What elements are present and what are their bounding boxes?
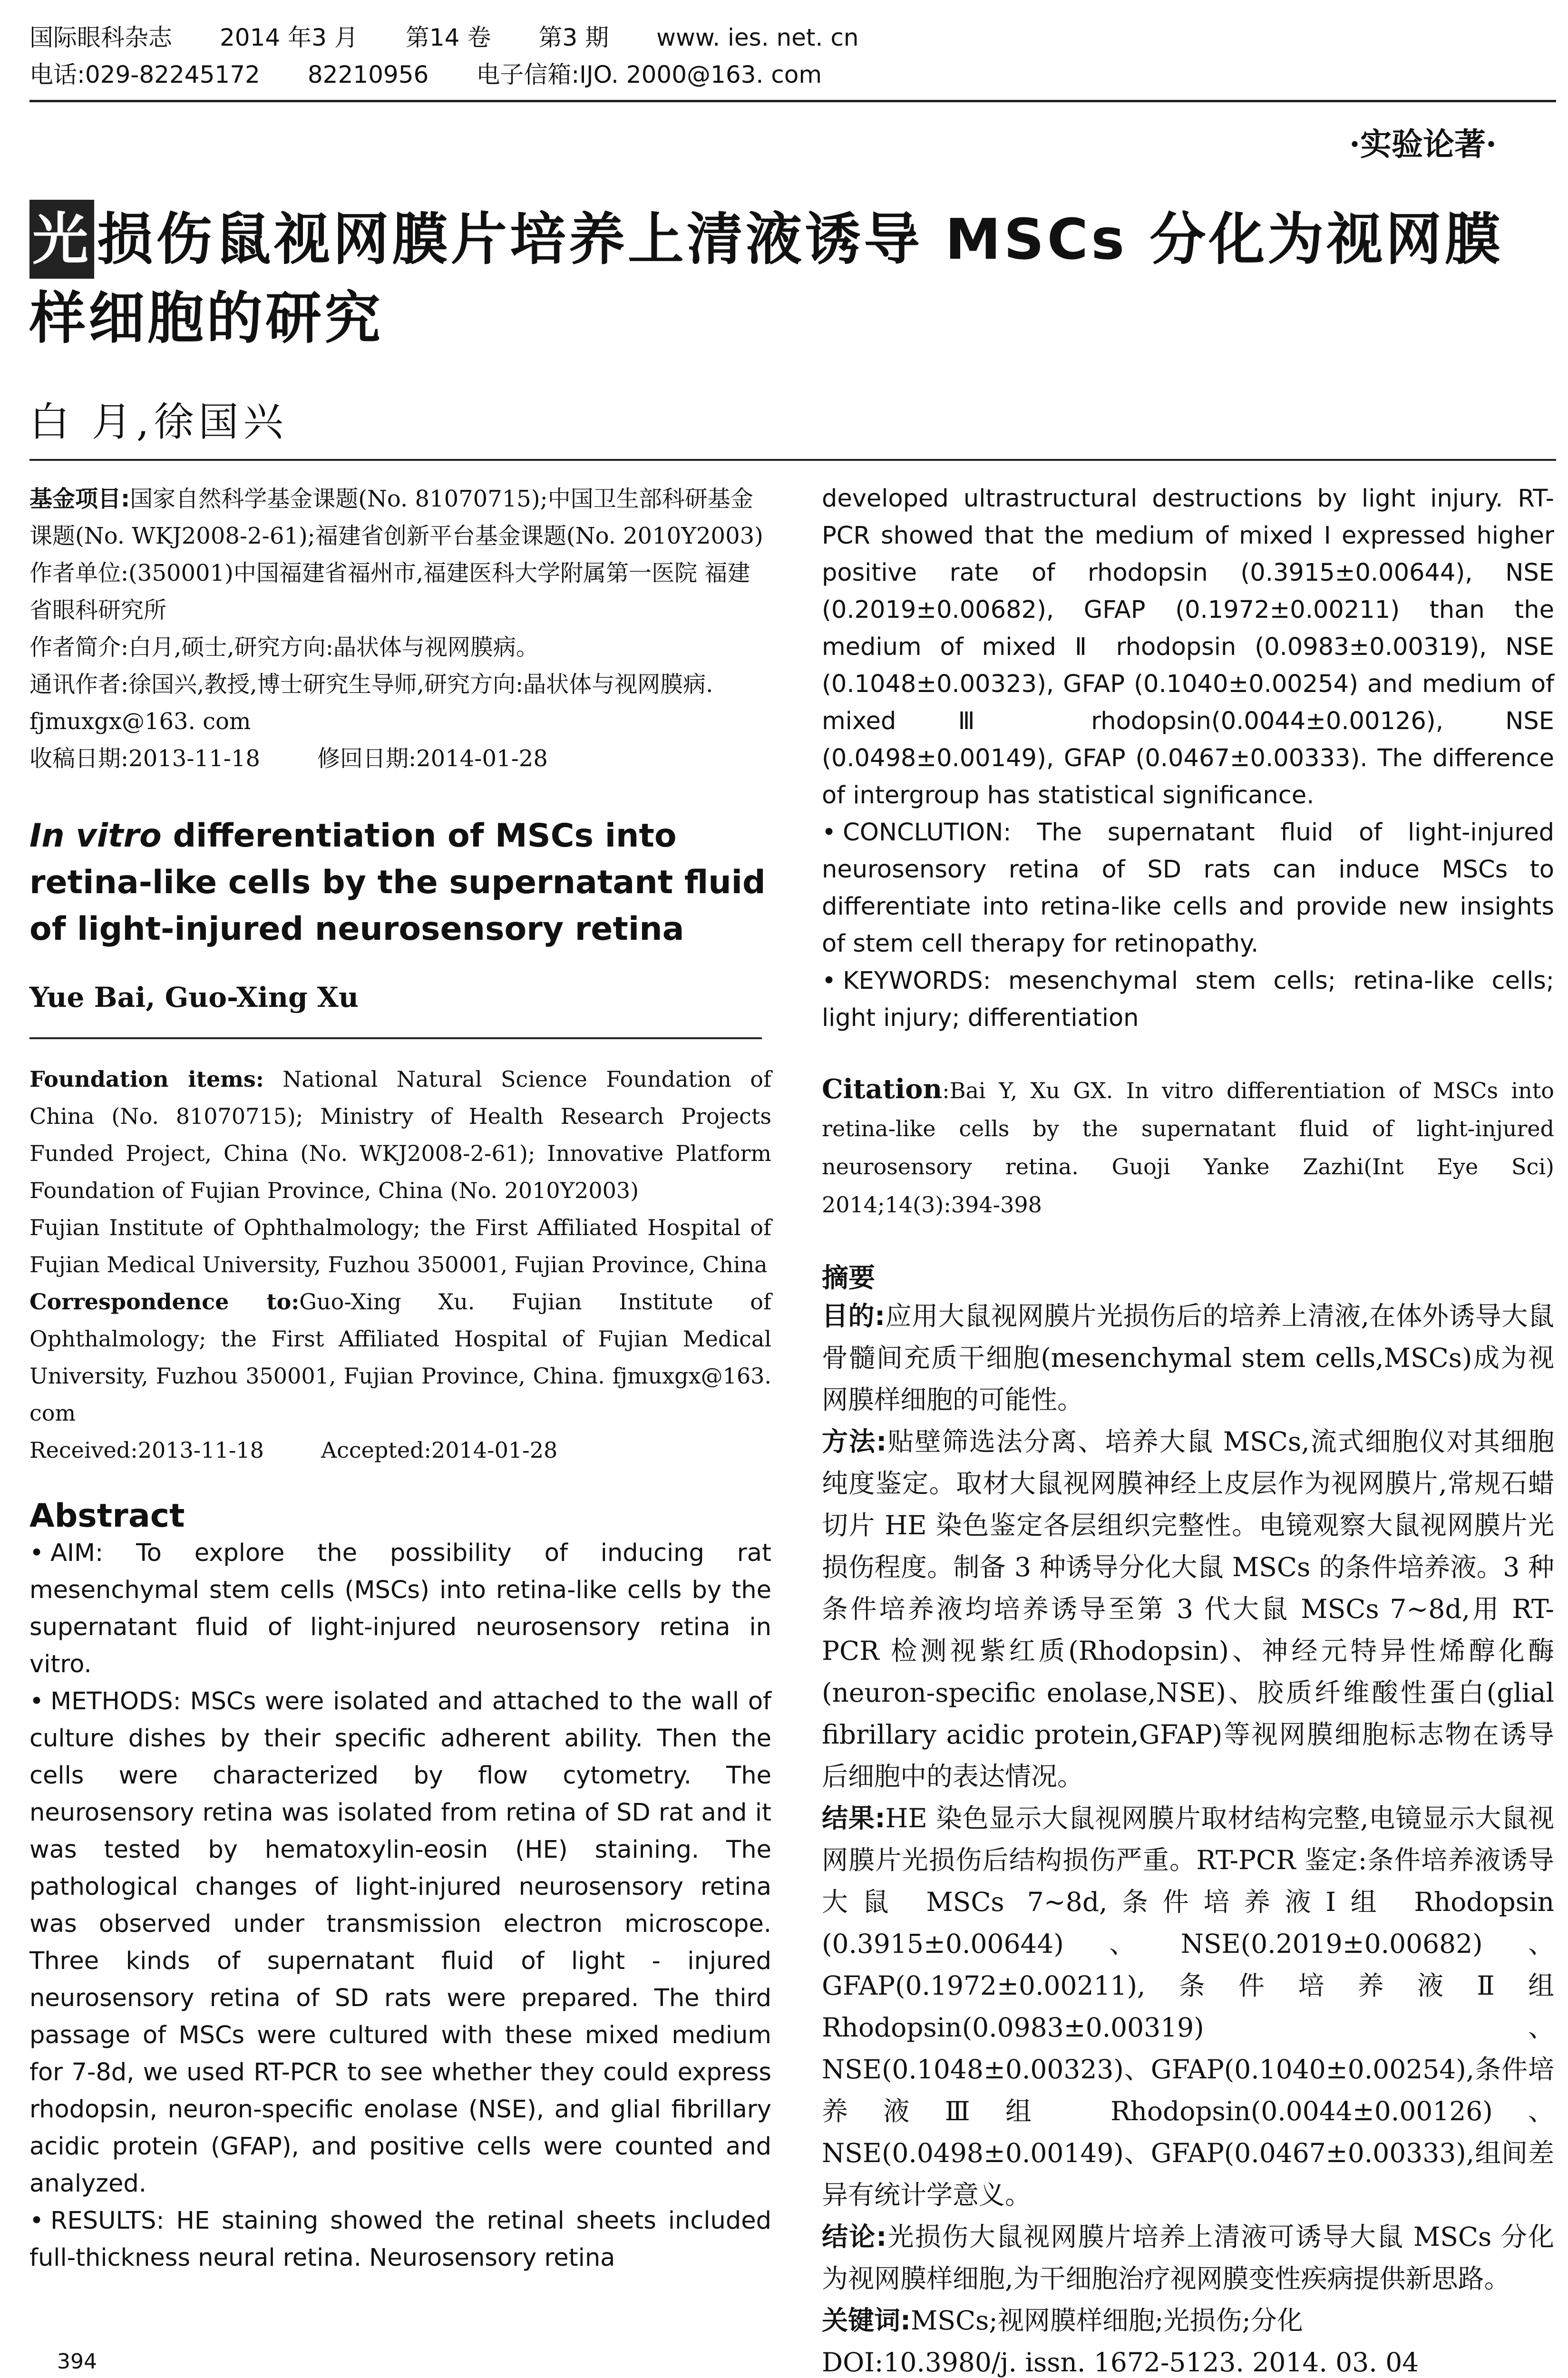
funding-text: 国家自然科学基金课题(No. 81070715);中国卫生部科研基金课题(No. WKJ2008-2-61);福建省创新平台基金课题(No. 2010Y2003) (29, 486, 763, 549)
right-column (822, 480, 1554, 2378)
main-divider (29, 459, 1556, 461)
aim-text: AIM: To explore the possibility of inducing rat mesenchymal stem cells (MSCs) into retina-like cells by the supernatant fluid of light-injured neurosensory retina in vitro. (29, 1539, 771, 1678)
revised-date: 修回日期:2014-01-28 (317, 745, 548, 772)
english-title-italic: In vitro (29, 817, 162, 855)
issue: 第3 期 (538, 24, 609, 51)
cn-keywords (822, 2300, 1554, 2341)
cn-methods (822, 1421, 1554, 1797)
phone: 电话:029-82245172 (29, 61, 260, 88)
unit-line: 作者单位:(350001)中国福建省福州市,福建医科大学附属第一医院 福建省眼科研究所 (29, 560, 750, 624)
abstract-heading: Abstract (29, 1497, 185, 1535)
chinese-abstract-body (822, 1295, 1554, 2378)
abstract-conclusion (822, 814, 1554, 963)
bullet-icon: • (822, 819, 837, 847)
accepted-en: Accepted:2014-01-28 (321, 1437, 558, 1463)
cn-methods-text: 贴壁筛选法分离、培养大鼠 MSCs,流式细胞仪对其细胞纯度鉴定。取材大鼠视网膜神经上皮层作为视网膜片,常规石蜡切片 HE 染色鉴定各层组织完整性。电镜观察大鼠视网膜片光损伤程度。制备 3 种诱导分化大鼠 MSCs 的条件培养液。3 种条件培养液均培养诱导至第 3 代大鼠 MSCs 7~8d,用 RT-PCR 检测视紫红质(Rhodopsin)、神经元特异性烯醇化酶(neuron-specific enolase,NSE)、胶质纤维酸性蛋白(glial fibrillary acidic protein,GFAP)等视网膜细胞标志物在诱导后细胞中的表达情况。 (822, 1426, 1554, 1792)
citation-text: :Bai Y, Xu GX. In vitro differentiation of MSCs into retina-like cells by the supernatant fluid of light-injured neurosensory retina. Guoji Yanke Zazhi(Int Eye Sci) 2014;14(3):394-398 (822, 1078, 1554, 1218)
bullet-icon: • (29, 2207, 44, 2235)
abstract-body-continued (822, 480, 1554, 1037)
chinese-authors: 白 月,徐国兴 (29, 399, 288, 445)
correspondence-line: 通讯作者:徐国兴,教授,博士研究生导师,研究方向:晶状体与视网膜病. fjmuxgx@163. com (29, 671, 713, 735)
cn-conclusion (822, 2216, 1554, 2300)
methods-text: METHODS: MSCs were isolated and attached to the wall of culture dishes by their specific adherent ability. Then the cells were characterized by flow cytometry. The neurosensory retina was isolated from retina of SD rat and it was tested by hematoxylin-eosin (HE) staining. The pathological changes of light-injured neurosensory retina was observed under transmission electron microscope. Three kinds of supernatant fluid of light - injured neurosensory retina of SD rats were prepared. The third passage of MSCs were cultured with these mixed medium for 7-8d, we used RT-PCR to see whether they could express rhodopsin, neuron-specific enolase (NSE), and glial fibrillary acidic protein (GFAP), and positive cells were counted and analyzed. (29, 1687, 771, 2198)
correspondence-en-line (29, 1283, 771, 1432)
english-meta (29, 1061, 771, 1469)
dates-line (29, 740, 771, 777)
page-number: 394 (57, 2349, 97, 2374)
english-divider (29, 1037, 762, 1039)
phone-2: 82210956 (307, 61, 429, 88)
chinese-abstract-heading: 摘要 (822, 1263, 875, 1294)
funding-line (29, 480, 771, 555)
keywords-text: KEYWORDS: mesenchymal stem cells; retina-like cells; light injury; differentiation (822, 967, 1554, 1032)
citation-label: Citation (822, 1073, 943, 1105)
english-title (29, 813, 771, 953)
english-authors: Yue Bai, Guo-Xing Xu (29, 981, 359, 1014)
journal-name: 国际眼科杂志 (29, 24, 172, 51)
results-start-text: RESULTS: HE staining showed the retinal sheets included full-thickness neural retina. Neurosensory retina (29, 2207, 771, 2272)
en-dates-line (29, 1432, 771, 1469)
website-link[interactable]: www. ies. net. cn (656, 24, 859, 51)
left-column (29, 480, 771, 2277)
header-divider (29, 100, 1556, 102)
abstract-keywords (822, 963, 1554, 1037)
chinese-title (29, 200, 1551, 358)
email-link[interactable]: 电子信箱:IJO. 2000@163. com (476, 61, 822, 88)
bullet-icon: • (822, 967, 837, 995)
chinese-meta (29, 480, 771, 777)
cn-conclusion-text: 光损伤大鼠视网膜片培养上清液可诱导大鼠 MSCs 分化为视网膜样细胞,为干细胞治疗视网膜变性疾病提供新思路。 (822, 2222, 1554, 2294)
citation (822, 1070, 1554, 1224)
abstract-aim (29, 1535, 771, 1683)
abstract-methods (29, 1683, 771, 2203)
issue-date: 2014 年3 月 (220, 24, 358, 51)
cn-aim-text: 应用大鼠视网膜片光损伤后的培养上清液,在体外诱导大鼠骨髓间充质干细胞(mesenchymal stem cells,MSCs)成为视网膜样细胞的可能性。 (822, 1301, 1555, 1415)
header-line-2 (29, 56, 1551, 93)
cn-results-text: HE 染色显示大鼠视网膜片取材结构完整,电镜显示大鼠视网膜片光损伤后结构损伤严重。RT-PCR 鉴定:条件培养液诱导大鼠 MSCs 7~8d,条件培养液Ⅰ组 Rhodopsin (0.3915±0.00644)、NSE(0.2019±0.00682)、GFAP(0.1972±0.00211),条件培养液Ⅱ组 Rhodopsin(0.0983±0.00319)、NSE(0.1048±0.00323)、GFAP(0.1040±0.00254),条件培养液Ⅲ组 Rhodopsin(0.0044±0.00126)、NSE(0.0498±0.00149)、GFAP(0.0467±0.00333),组间差异有统计学意义。 (822, 1803, 1554, 2210)
correspondence-text: Guo-Xing Xu. Fujian Institute of Ophthalmology; the First Affiliated Hospital of Fujian Medical University, Fuzhou 350001, Fujian Province, China. fjmuxgx@163. com (29, 1289, 771, 1426)
cn-keywords-text: MSCs;视网膜样细胞;光损伤;分化 (911, 2305, 1303, 2336)
header-line-1 (29, 19, 1551, 56)
foundation-line (29, 1061, 771, 1209)
received-en: Received:2013-11-18 (29, 1437, 264, 1463)
affiliation-line: Fujian Institute of Ophthalmology; the First Affiliated Hospital of Fujian Medical University, Fuzhou 350001, Fujian Province, China (29, 1215, 771, 1277)
cn-aim-label: 目的: (822, 1301, 886, 1331)
doi-line: DOI:10.3980/j. issn. 1672-5123. 2014. 03. 04 (822, 2347, 1419, 2378)
received-date: 收稿日期:2013-11-18 (29, 745, 260, 772)
bio-line: 作者简介:白月,硕士,研究方向:晶状体与视网膜病。 (29, 634, 539, 661)
volume: 第14 卷 (405, 24, 491, 51)
cn-methods-label: 方法: (822, 1426, 887, 1457)
section-tag: ·实验论著· (1349, 126, 1497, 163)
funding-label: 基金项目: (29, 486, 130, 512)
cn-results-label: 结果: (822, 1803, 886, 1833)
bullet-icon: • (29, 1687, 44, 1715)
foundation-label: Foundation items: (29, 1066, 264, 1092)
conclusion-text: CONCLUTION: The supernatant fluid of light-injured neurosensory retina of SD rats can induce MSCs to differentiate into retina-like cells and provide new insights of stem cell therapy for retinopathy. (822, 819, 1554, 958)
chinese-title-text: 损伤鼠视网膜片培养上清液诱导 MSCs 分化为视网膜样细胞的研究 (29, 206, 1504, 351)
abstract-results-start (29, 2203, 771, 2277)
cn-results (822, 1797, 1554, 2216)
bullet-icon: • (29, 1539, 44, 1567)
results-continued: developed ultrastructural destructions by light injury. RT-PCR showed that the medium of mixed I expressed higher positive rate of rhodopsin (0.3915±0.00644), NSE (0.2019±0.00682), GFAP (0.1972±0.00211) than the medium of mixed Ⅱ rhodopsin (0.0983±0.00319), NSE (0.1048±0.00323), GFAP (0.1040±0.00254) and medium of mixed Ⅲ rhodopsin(0.0044±0.00126), NSE (0.0498±0.00149), GFAP (0.0467±0.00333). The difference of intergroup has statistical significance. (822, 485, 1554, 809)
title-icon-box: 光 (29, 200, 94, 279)
foundation-text: National Natural Science Foundation of China (No. 81070715); Ministry of Health Research Projects Funded Project, China (No. WKJ2008-2-61); Innovative Platform Foundation of Fujian Province, China (No. 2010Y2003) (29, 1066, 771, 1203)
english-title-rest: differentiation of MSCs into retina-like cells by the supernatant fluid of light-injured neurosensory retina (29, 817, 766, 948)
cn-conclusion-label: 结论: (822, 2222, 887, 2252)
journal-header (29, 19, 1551, 93)
cn-keywords-label: 关键词: (822, 2305, 911, 2336)
cn-aim (822, 1295, 1554, 1421)
abstract-body (29, 1535, 771, 2277)
correspondence-label: Correspondence to: (29, 1289, 300, 1315)
